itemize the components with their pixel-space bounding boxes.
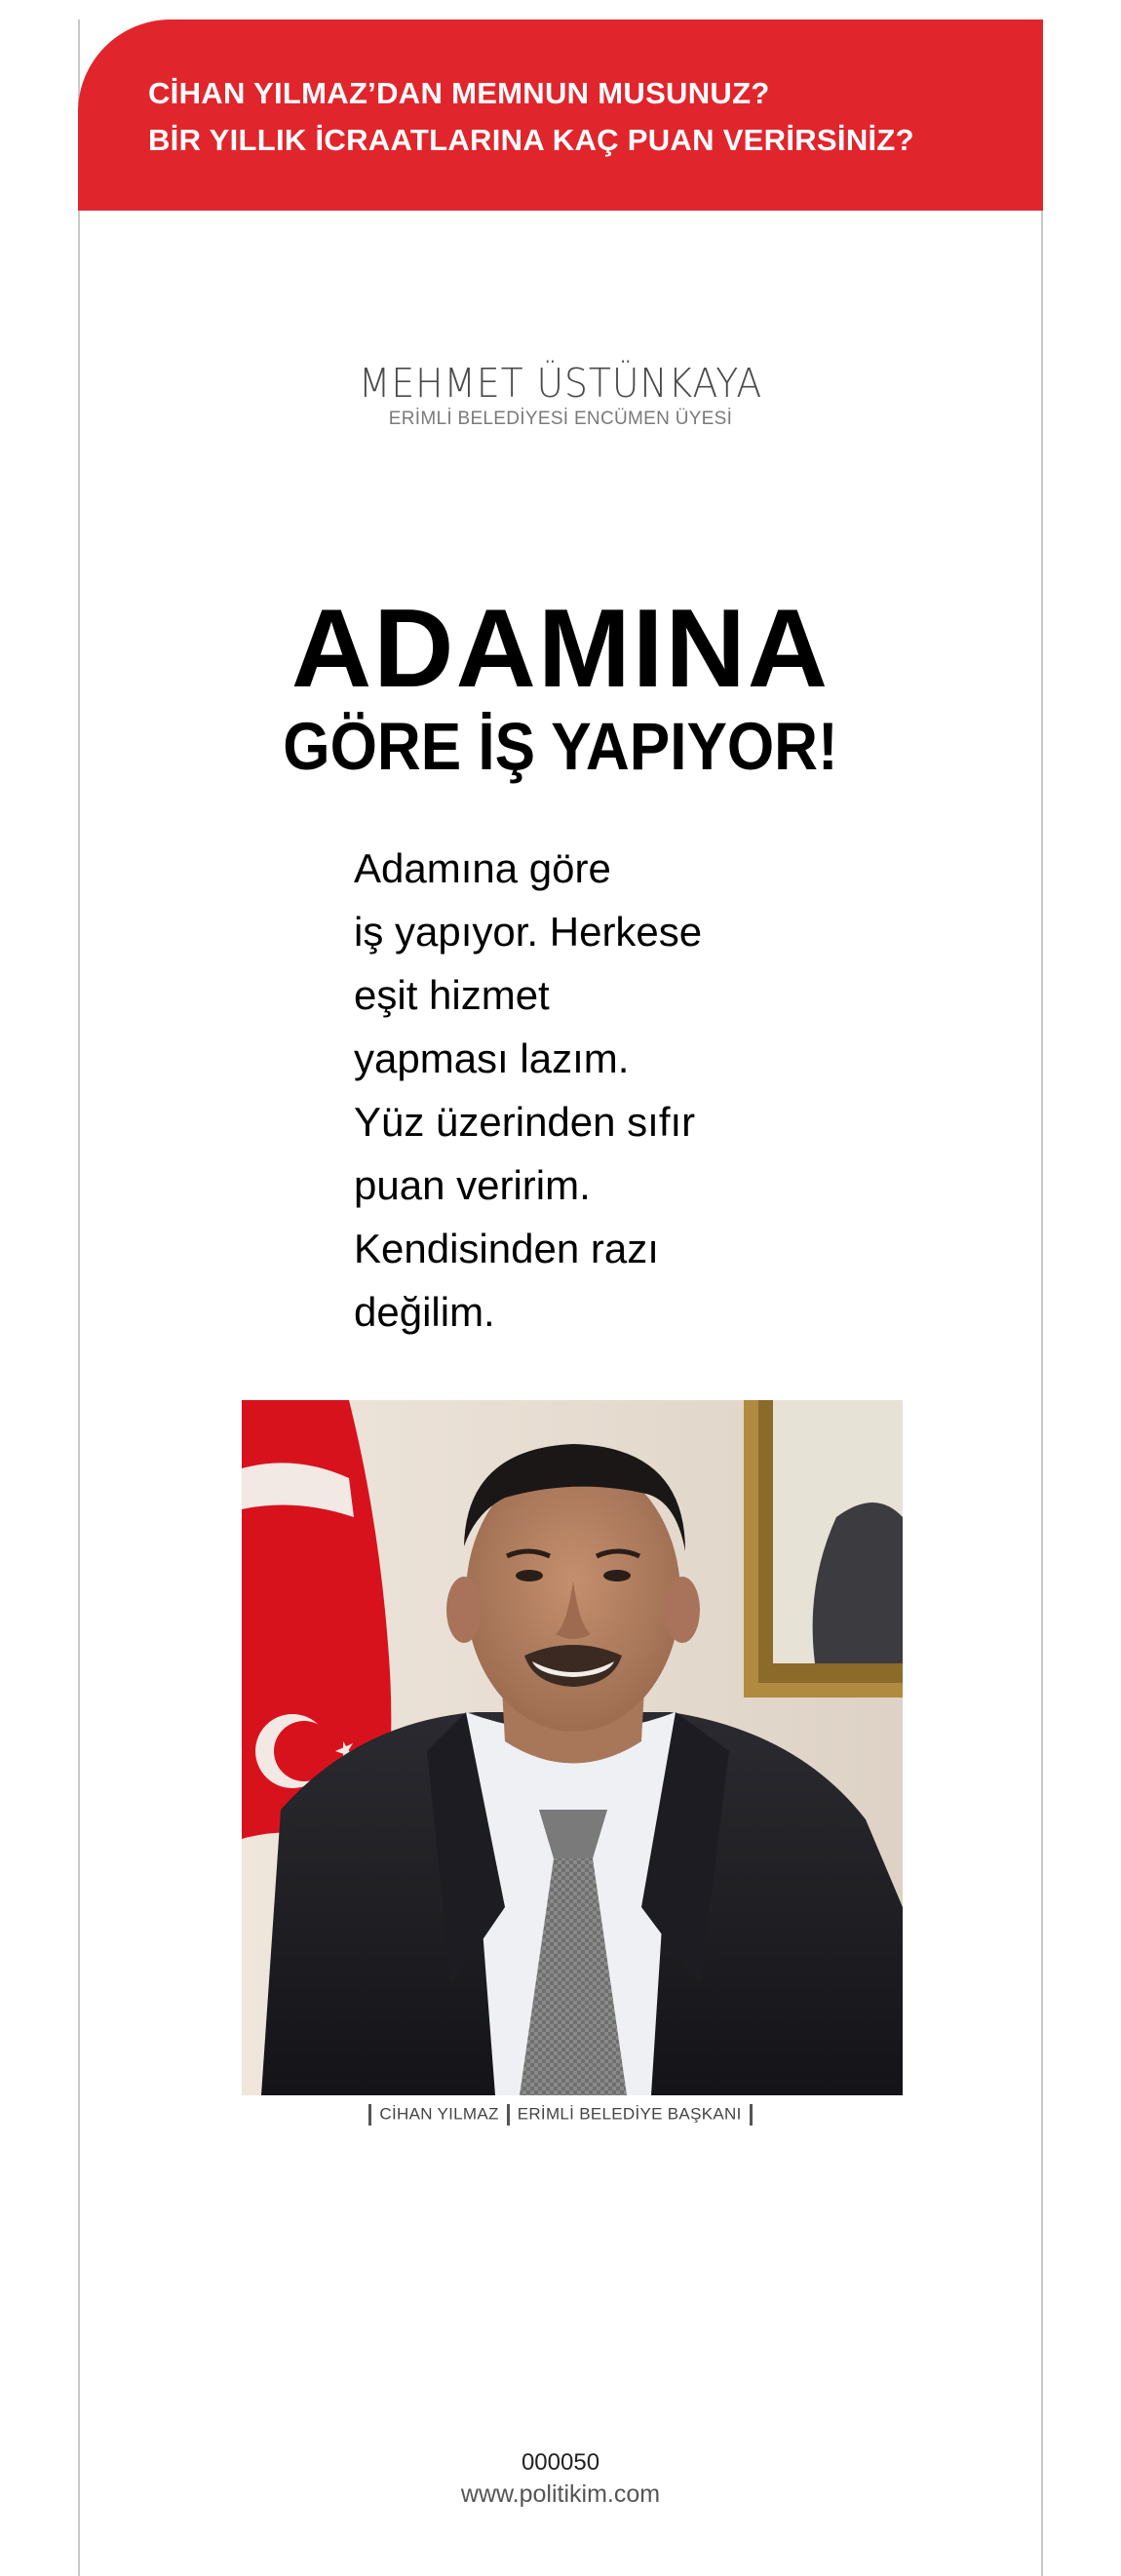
quote-line: Kendisinden razı xyxy=(354,1226,659,1271)
header-question-line-2: BİR YILLIK İCRAATLARINA KAÇ PUAN VERİRSİNİZ? xyxy=(148,123,914,157)
caption-role: ERİMLİ BELEDİYE BAŞKANI xyxy=(517,2104,742,2124)
footer-site-link[interactable]: www.politikim.com xyxy=(460,2480,661,2508)
quote-line: puan veririm. xyxy=(354,1162,591,1208)
header-question-line-1: CİHAN YILMAZ’DAN MEMNUN MUSUNUZ? xyxy=(148,76,770,110)
caption-divider xyxy=(750,2104,753,2126)
caption-divider xyxy=(368,2104,371,2126)
footer xyxy=(78,2447,1043,2510)
headline-sub: GÖRE İŞ YAPIYOR! xyxy=(283,709,838,784)
quote-line: iş yapıyor. Herkese xyxy=(354,909,703,955)
header-banner xyxy=(78,20,1043,211)
headline-main: ADAMINA xyxy=(290,587,831,711)
quote-line: eşit hizmet xyxy=(354,972,550,1018)
quote-text xyxy=(354,837,763,1344)
wall-frame-icon xyxy=(744,1400,903,1698)
author-title: ERİMLİ BELEDİYESİ ENCÜMEN ÜYESİ xyxy=(388,409,733,429)
caption-name: CİHAN YILMAZ xyxy=(379,2104,499,2124)
quote-line: yapması lazım. xyxy=(354,1035,630,1081)
author-name: MEHMET ÜSTÜNKAYA xyxy=(358,360,763,407)
author-block xyxy=(78,359,1043,431)
quote-line: değilim. xyxy=(354,1289,495,1335)
headline xyxy=(78,587,1043,788)
caption-divider xyxy=(507,2104,510,2126)
quote-line: Adamına göre xyxy=(354,845,611,891)
quote-line: Yüz üzerinden sıfır xyxy=(354,1099,696,1145)
footer-code: 000050 xyxy=(521,2449,600,2476)
portrait-photo xyxy=(242,1400,903,2095)
photo-caption xyxy=(78,2104,1043,2126)
